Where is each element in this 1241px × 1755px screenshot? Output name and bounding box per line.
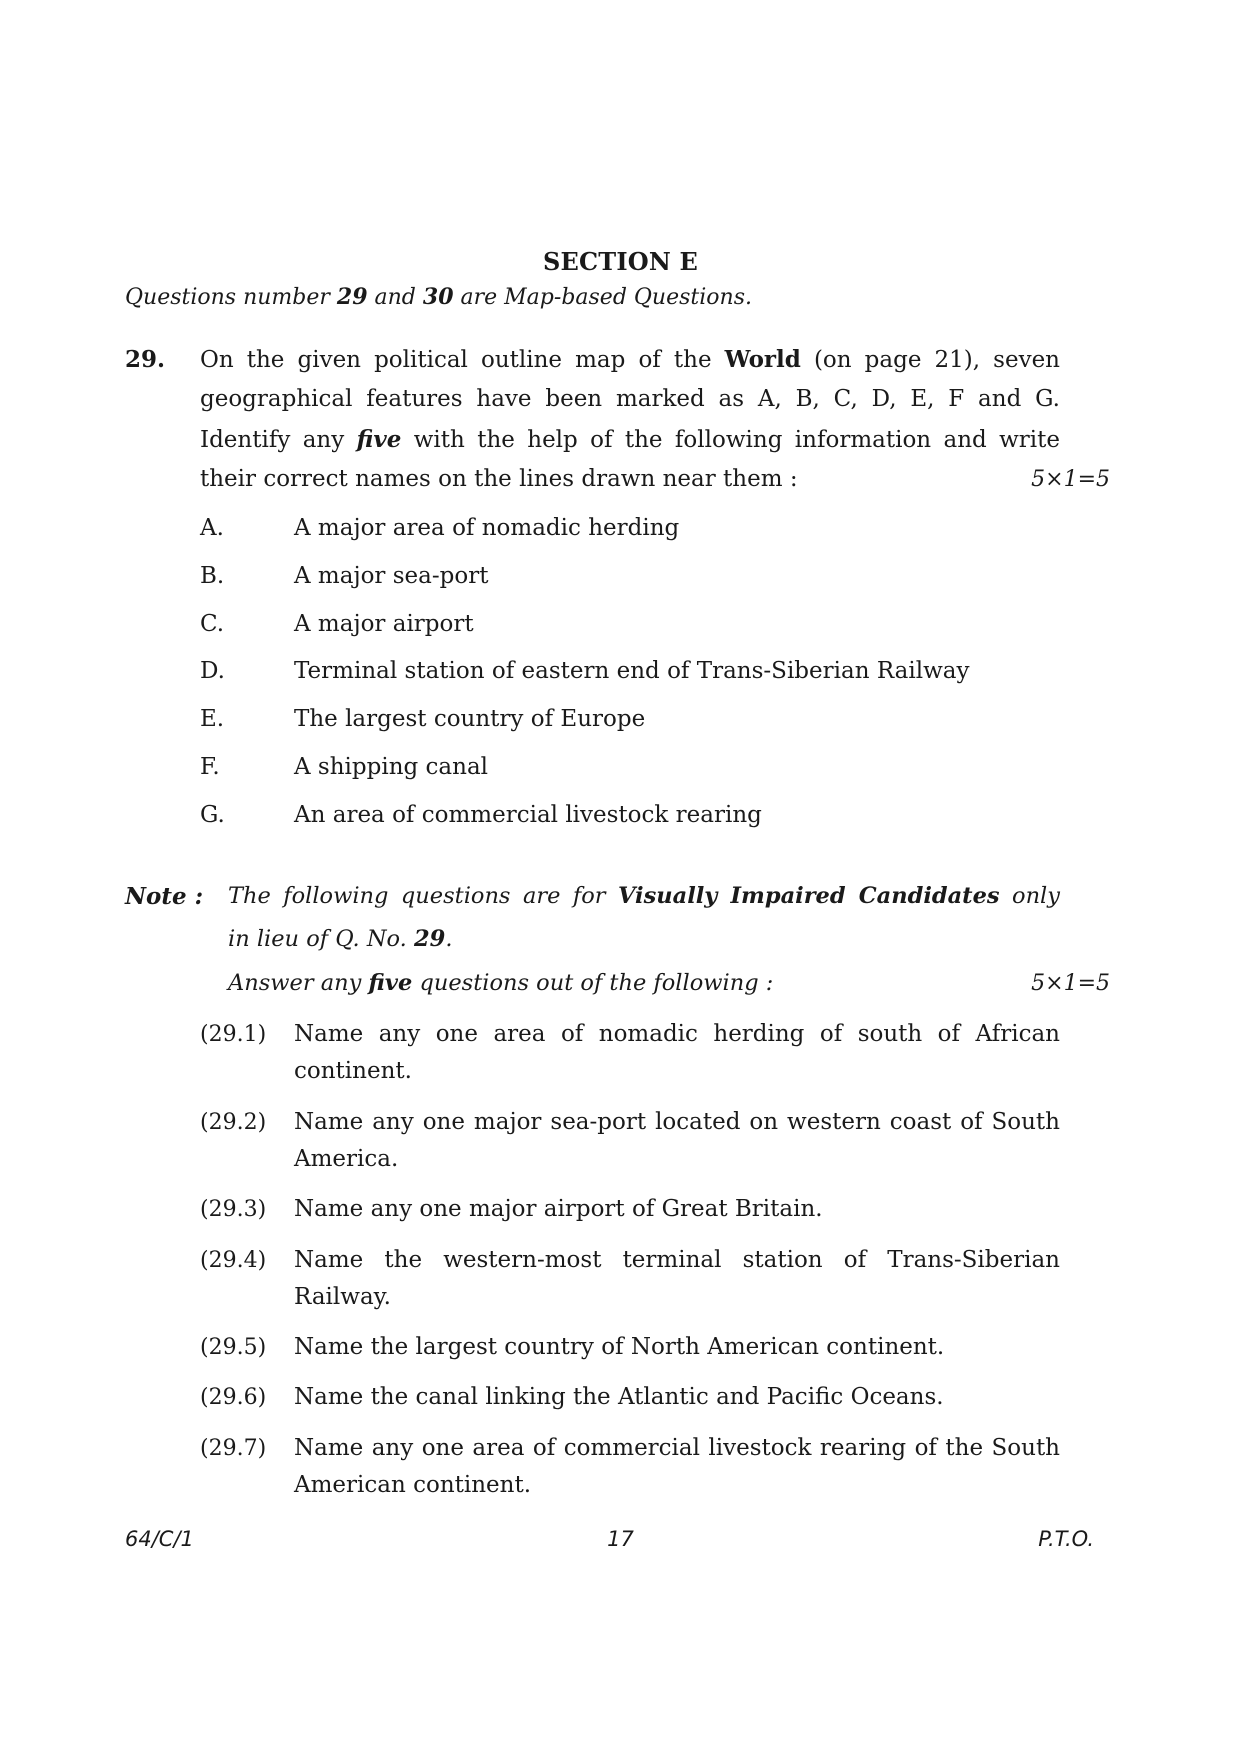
vi-question-text: Name the largest country of North American continent. <box>294 1334 945 1360</box>
intro-text: and <box>367 285 423 310</box>
option-letter: E. <box>200 706 225 732</box>
vi-question-number: (29.2) <box>200 1110 267 1135</box>
option-letter: B. <box>200 563 225 589</box>
vi-question-text: America. <box>294 1146 399 1172</box>
option-text: An area of commercial livestock rearing <box>294 802 762 828</box>
option-text: A shipping canal <box>294 754 489 780</box>
marks-allocation: 5×1=5 <box>1031 971 1110 996</box>
note-text: Answer any <box>228 970 369 996</box>
question-text: (on page 21), seven <box>800 347 1060 373</box>
question-line: their correct names on the lines drawn near them : <box>200 466 798 492</box>
note-line <box>228 926 1060 952</box>
vi-question-number: (29.3) <box>200 1197 267 1222</box>
option-letter: G. <box>200 802 225 828</box>
vi-question-text: continent. <box>294 1058 412 1084</box>
vi-question-number: (29.5) <box>200 1335 267 1360</box>
vi-question-text: American continent. <box>294 1472 532 1498</box>
section-title: SECTION E <box>542 247 699 276</box>
page-number: 17 <box>607 1527 634 1551</box>
vi-question-text: Name any one major airport of Great Britain. <box>294 1196 823 1222</box>
intro-text: Questions number <box>125 285 337 310</box>
option-text: Terminal station of eastern end of Trans-Siberian Railway <box>294 658 970 684</box>
vi-question-text: Name the canal linking the Atlantic and Pacific Oceans. <box>294 1384 944 1410</box>
question-bold-text: World <box>724 346 801 373</box>
option-letter: A. <box>200 515 224 541</box>
paper-code: 64/C/1 <box>125 1527 194 1551</box>
note-text: The following questions are for <box>228 883 618 909</box>
question-text: Identify any <box>200 427 357 453</box>
intro-text: are Map-based Questions. <box>453 285 752 310</box>
note-bold-text: five <box>368 970 413 996</box>
vi-question-number: (29.7) <box>200 1436 267 1461</box>
option-text: The largest country of Europe <box>294 706 646 732</box>
option-text: A major sea-port <box>294 563 489 589</box>
option-letter: D. <box>200 658 225 684</box>
question-line <box>200 346 1060 373</box>
intro-question-number: 30 <box>422 284 454 310</box>
question-emphasis: five <box>356 426 402 453</box>
vi-question-text: Name any one area of commercial livestock rearing of the South <box>294 1435 1060 1461</box>
note-text: . <box>445 926 453 952</box>
question-text: with the help of the following information and write <box>401 427 1060 453</box>
note-text: questions out of the following : <box>412 970 774 996</box>
vi-question-text: Railway. <box>294 1284 391 1310</box>
note-text: only <box>999 883 1060 909</box>
vi-question-text: Name any one area of nomadic herding of south of African <box>294 1021 1060 1047</box>
note-label: Note : <box>125 883 204 910</box>
section-intro <box>125 284 752 310</box>
vi-question-text: Name the western-most terminal station of Trans-Siberian <box>294 1247 1060 1273</box>
note-line <box>228 970 1060 996</box>
vi-question-text: Name any one major sea-port located on western coast of South <box>294 1109 1060 1135</box>
option-letter: F. <box>200 754 220 780</box>
question-text: On the given political outline map of the <box>200 347 725 373</box>
question-line: geographical features have been marked as A, B, C, D, E, F and G. <box>200 386 1060 412</box>
option-text: A major area of nomadic herding <box>294 515 680 541</box>
marks-allocation: 5×1=5 <box>1031 467 1110 492</box>
note-line <box>228 883 1060 909</box>
question-number: 29. <box>125 346 166 373</box>
note-bold-text: Visually Impaired Candidates <box>617 883 1000 909</box>
question-line <box>200 426 1060 453</box>
vi-question-number: (29.1) <box>200 1022 267 1047</box>
intro-question-number: 29 <box>336 284 368 310</box>
vi-question-number: (29.4) <box>200 1248 267 1273</box>
option-text: A major airport <box>294 611 474 637</box>
please-turn-over: P.T.O. <box>1038 1527 1094 1551</box>
option-letter: C. <box>200 611 225 637</box>
note-text: in lieu of Q. No. <box>228 926 414 952</box>
note-bold-text: 29 <box>414 926 446 952</box>
vi-question-number: (29.6) <box>200 1385 267 1410</box>
